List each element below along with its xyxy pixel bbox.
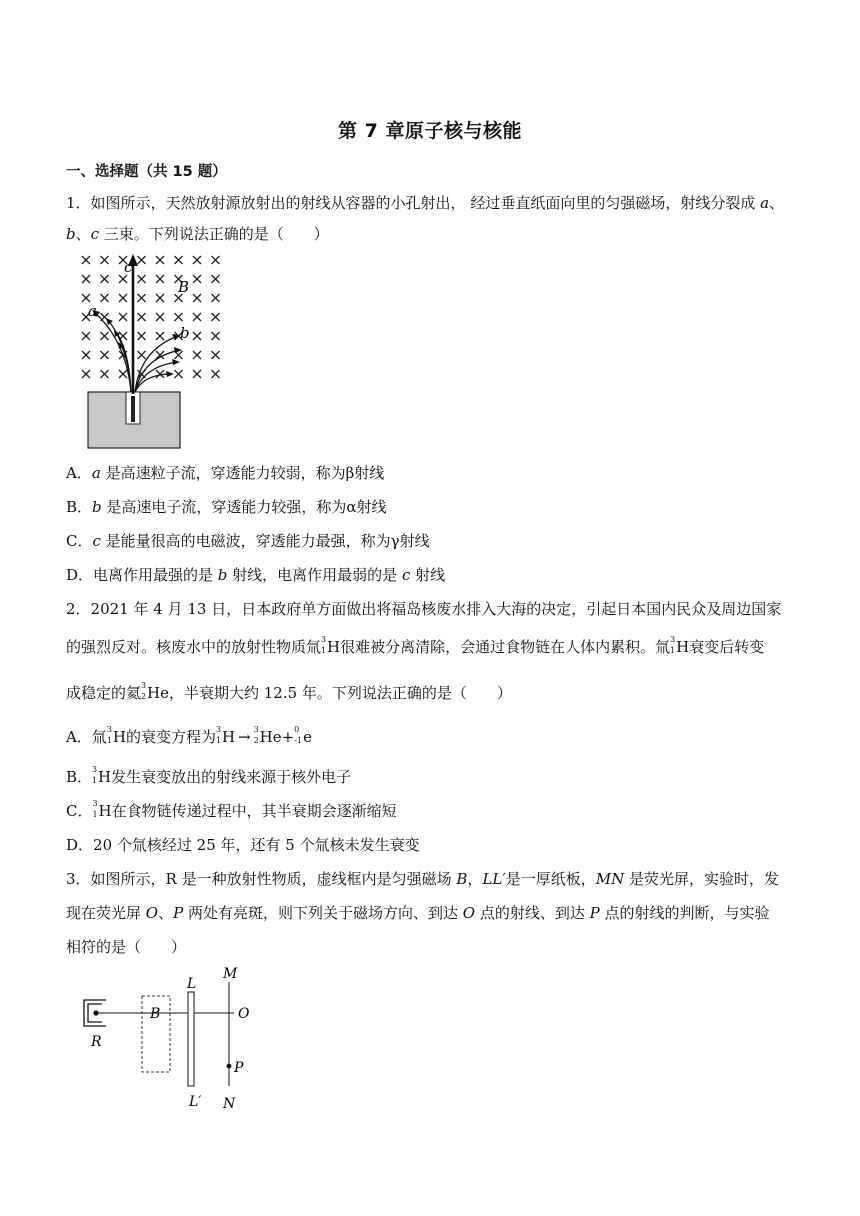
- q2-text: 很难被分离清除，会通过食物链在人体内累积。氚: [340, 638, 671, 656]
- atomic-number: 1: [92, 776, 98, 785]
- field-x-mark: [82, 351, 90, 359]
- q2-text: ，半衰期大约 12.5 年。下列说法正确的是（ ）: [168, 684, 512, 702]
- field-x-mark: [156, 294, 164, 302]
- option-text: 是高速粒子流，穿透能力较弱，称为β射线: [100, 464, 385, 482]
- q3-text: 3．如图所示，R 是一种放射性物质，虚线框内是匀强磁场: [66, 870, 457, 888]
- option-var: b: [217, 566, 228, 584]
- field-x-mark: [138, 294, 146, 302]
- q1-sep: 、: [75, 225, 91, 243]
- option-letter: C．: [66, 532, 93, 550]
- q3-var-MN: MN: [595, 870, 625, 888]
- q1-option-b[interactable]: [66, 496, 387, 517]
- electron-symbol: [294, 725, 313, 746]
- paper-board: [188, 992, 194, 1086]
- option-text: 发生衰变放出的射线来源于核外电子: [111, 768, 352, 786]
- field-x-mark: [212, 256, 220, 264]
- q1-var-a: a: [760, 194, 770, 212]
- field-x-mark: [212, 351, 220, 359]
- field-x-mark: [212, 370, 220, 378]
- label-R: R: [91, 1034, 102, 1050]
- field-x-mark: [193, 351, 201, 359]
- q3-var-O: O: [462, 904, 476, 922]
- nuclide-h3: [92, 799, 112, 820]
- atomic-number: 1: [215, 736, 222, 745]
- q2-option-b[interactable]: [66, 766, 351, 787]
- field-x-mark: [212, 332, 220, 340]
- field-x-mark: [119, 275, 127, 283]
- q2-option-c[interactable]: [66, 800, 397, 821]
- field-x-mark: [193, 332, 201, 340]
- nuclide-h3: [670, 635, 690, 656]
- mass-number: 3: [92, 799, 98, 808]
- field-x-mark: [82, 275, 90, 283]
- q3-text: 两处有亮斑，则下列关于磁场方向、到达: [183, 904, 463, 922]
- mass-number: 3: [106, 725, 112, 734]
- q3-var-P: P: [173, 904, 184, 922]
- label-L: L: [187, 976, 197, 992]
- magnetic-field-x-marks: [82, 256, 220, 378]
- q3-var-B: B: [456, 870, 468, 888]
- field-x-mark: [138, 256, 146, 264]
- field-x-mark: [193, 256, 201, 264]
- option-text: 是高速电子流，穿透能力较强，称为α射线: [101, 498, 387, 516]
- field-x-mark: [138, 351, 146, 359]
- option-text: 在食物链传递过程中，其半衰期会逐渐缩短: [111, 802, 397, 820]
- element-symbol: H: [98, 768, 112, 786]
- element-symbol: H: [676, 638, 690, 656]
- element-symbol: H: [112, 728, 126, 746]
- charge-number: -1: [294, 736, 302, 745]
- label-B: B: [178, 278, 190, 296]
- mass-number: 0: [294, 725, 300, 734]
- label-a: a: [88, 302, 97, 320]
- option-letter: C．: [66, 802, 93, 820]
- label-B: B: [150, 1006, 161, 1022]
- q1-text: 1．如图所示，天然放射源放射出的射线从容器的小孔射出， 经过垂直纸面向里的匀强磁场，射线分裂成: [66, 194, 761, 212]
- field-x-mark: [82, 294, 90, 302]
- nuclide-h3: [106, 725, 126, 746]
- mass-number: 3: [253, 725, 259, 734]
- field-x-mark: [101, 370, 109, 378]
- q3-text: 现在荧光屏: [66, 904, 146, 922]
- option-text: A．氚: [66, 728, 107, 746]
- q3-var-P: P: [589, 904, 600, 922]
- label-M: M: [223, 966, 238, 982]
- option-text: 是能量很高的电磁波，穿透能力最强，称为γ射线: [100, 532, 430, 550]
- mass-number: 3: [215, 725, 222, 734]
- q2-text: 的强烈反对。核废水中的放射性物质氚: [66, 638, 322, 656]
- field-x-mark: [156, 313, 164, 321]
- field-x-mark: [193, 370, 201, 378]
- option-letter: A．: [66, 464, 92, 482]
- q2-text: 衰变后转变: [689, 638, 765, 656]
- field-x-mark: [119, 370, 127, 378]
- mass-number: 3: [670, 635, 676, 644]
- atomic-number: 2: [253, 736, 259, 745]
- q1-text: 三束。下列说法正确的是（ ）: [99, 225, 329, 243]
- q1-stem-line1: [66, 192, 784, 213]
- radioactive-source: [131, 396, 135, 422]
- option-text: 的衰变方程为: [125, 728, 216, 746]
- q1-stem-line2: [66, 223, 329, 244]
- field-x-mark: [175, 256, 183, 264]
- field-x-mark: [156, 332, 164, 340]
- field-x-mark: [82, 256, 90, 264]
- q1-option-c[interactable]: [66, 530, 430, 551]
- field-x-mark: [212, 313, 220, 321]
- q2-stem-line1: 2．2021 年 4 月 13 日，日本政府单方面做出将福岛核废水排入大海的决定，引起日本国内民众及周边国家: [66, 600, 782, 618]
- arrow-symbol: →: [238, 728, 251, 746]
- nuclide-h3: [215, 725, 236, 746]
- field-x-mark: [119, 313, 127, 321]
- field-x-mark: [101, 351, 109, 359]
- field-x-mark: [193, 313, 201, 321]
- q2-stem-line3: [66, 682, 512, 703]
- nuclide-he3: [253, 725, 282, 746]
- q3-text: 点的射线、到达: [475, 904, 590, 922]
- field-x-mark: [101, 256, 109, 264]
- q2-option-d[interactable]: D．20 个氚核经过 25 年，还有 5 个氚核未发生衰变: [66, 836, 420, 854]
- q2-stem-line2: [66, 636, 764, 657]
- q1-option-d[interactable]: [66, 564, 445, 585]
- label-P: P: [234, 1060, 244, 1076]
- element-symbol: H: [327, 638, 341, 656]
- nuclide-h3: [321, 635, 341, 656]
- mass-number: 3: [92, 765, 98, 774]
- label-b: b: [180, 324, 190, 342]
- element-symbol: He: [147, 684, 169, 702]
- q3-sep: 、: [158, 904, 174, 922]
- option-var: c: [92, 532, 101, 550]
- field-x-mark: [82, 332, 90, 340]
- element-symbol: e: [303, 728, 313, 746]
- field-x-mark: [119, 294, 127, 302]
- q3-text: 点的射线的判断，与实验: [599, 904, 770, 922]
- field-x-mark: [138, 332, 146, 340]
- atomic-number: 1: [321, 646, 327, 655]
- mass-number: 3: [321, 635, 327, 644]
- option-var: b: [92, 498, 102, 516]
- field-x-mark: [193, 294, 201, 302]
- option-var: c: [401, 566, 411, 584]
- field-x-mark: [82, 370, 90, 378]
- field-x-mark: [156, 275, 164, 283]
- field-x-mark: [156, 256, 164, 264]
- label-c: c: [124, 258, 133, 276]
- option-text: 射线，电离作用最弱的是: [227, 566, 402, 584]
- ray-a-beams: [94, 312, 131, 392]
- option-var: a: [91, 464, 101, 482]
- nuclide-h3: [92, 765, 112, 786]
- q2-text: 成稳定的氦: [66, 684, 142, 702]
- nuclide-he3: [141, 681, 169, 702]
- field-x-mark: [175, 370, 183, 378]
- q3-stem-line2: [66, 902, 769, 923]
- section-heading: 一、选择题（共 15 题）: [66, 164, 227, 180]
- page-title: 第 7 章原子核与核能: [338, 120, 522, 142]
- label-O: O: [238, 1006, 250, 1022]
- element-symbol: H: [98, 802, 112, 820]
- field-x-mark: [101, 275, 109, 283]
- field-x-mark: [175, 313, 183, 321]
- field-x-mark: [138, 275, 146, 283]
- spot-p: [227, 1064, 232, 1069]
- q3-stem-line3: 相符的是（ ）: [66, 938, 187, 956]
- atomic-number: 1: [670, 646, 676, 655]
- label-L-prime: L′: [189, 1094, 202, 1110]
- q3-stem-line1: [66, 868, 779, 889]
- option-letter: B．: [66, 768, 93, 786]
- q1-var-b: b: [66, 225, 76, 243]
- q2-option-a[interactable]: [66, 726, 312, 747]
- field-x-mark: [101, 332, 109, 340]
- field-x-mark: [193, 275, 201, 283]
- field-x-mark: [212, 294, 220, 302]
- q1-figure-radiation-magnetic-field: [74, 250, 224, 455]
- q1-option-a[interactable]: [66, 462, 384, 483]
- option-letter: B．: [66, 498, 93, 516]
- element-symbol: He: [259, 728, 282, 746]
- atomic-number: 1: [92, 810, 98, 819]
- element-symbol: H: [221, 728, 236, 746]
- label-N: N: [223, 1096, 236, 1112]
- field-x-mark: [101, 294, 109, 302]
- option-text: 射线: [410, 566, 446, 584]
- atomic-number: 1: [106, 736, 112, 745]
- q1-var-c: c: [90, 225, 100, 243]
- option-text: D．电离作用最强的是: [66, 566, 218, 584]
- q3-sep: ，: [467, 870, 483, 888]
- field-x-mark: [212, 275, 220, 283]
- source-r-dot: [93, 1010, 98, 1015]
- atomic-number: 2: [141, 692, 147, 701]
- q1-sep: 、: [769, 194, 785, 212]
- field-x-mark: [138, 313, 146, 321]
- q3-var-O: O: [145, 904, 159, 922]
- q3-text: 是一厚纸板，: [505, 870, 596, 888]
- mass-number: 3: [141, 681, 147, 690]
- plus-symbol: +: [281, 728, 295, 746]
- q3-figure-apparatus: [76, 962, 266, 1112]
- q3-var-LL: LL′: [482, 870, 506, 888]
- q3-text: 是荧光屏，实验时，发: [624, 870, 780, 888]
